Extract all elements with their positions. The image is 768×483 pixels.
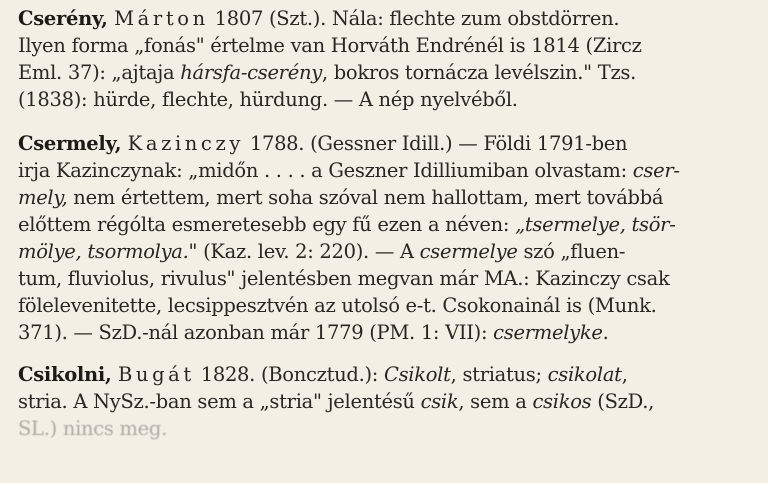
- entry-csermely-line-8: [18, 320, 746, 345]
- entry-text: előttem régólta esmeretesebb egy fű ezen a néven:: [18, 213, 516, 236]
- entry-csermely-line-6: [18, 266, 746, 291]
- headword-csermely: Csermely,: [18, 132, 128, 155]
- entry-text: Ilyen forma „fonás" értelme van Horváth Endrénél is 1814 (Zircz: [18, 34, 642, 57]
- entry-text: 371). — SzD.-nál azonban már 1779 (PM. 1: VII):: [18, 321, 494, 344]
- entry-text: irja Kazinczynak: „midőn . . . . a Geszner Idilliumiban olvastam:: [18, 159, 633, 182]
- entry-csermely-line-3: [18, 185, 746, 210]
- italic-term: csermelye: [419, 240, 518, 263]
- entry-cseremy-line-3: [18, 60, 746, 85]
- entry-csikolni-line-2: [18, 389, 746, 414]
- italic-term: „tsermelye, tsör-: [515, 213, 676, 236]
- headword-cseremy: Cserény,: [18, 7, 115, 30]
- source-author: Kazinczy: [127, 132, 244, 155]
- entry-text: SL.) nincs meg.: [18, 417, 168, 440]
- source-author: Márton: [114, 7, 209, 30]
- entry-text: (Kaz. lev. 2: 220). — A: [197, 240, 420, 263]
- entry-csermely-line-4: [18, 212, 746, 237]
- entry-text: Eml. 37): „ajtaja: [18, 61, 181, 84]
- entry-text: (SzD.,: [591, 390, 655, 413]
- entry-text: , sem a: [458, 390, 533, 413]
- italic-term: hársfa-cserény: [180, 61, 322, 84]
- entry-text: 1807 (Szt.). Nála: flechte zum obstdörren.: [208, 7, 620, 30]
- italic-term: csikos: [532, 390, 592, 413]
- headword-csikolni: Csikolni,: [18, 363, 118, 386]
- entry-text: szó „fluen-: [517, 240, 626, 263]
- entry-text: 1828. (Boncztud.):: [194, 363, 384, 386]
- italic-term: csikolat: [547, 363, 622, 386]
- entry-csikolni-line-1: [18, 362, 746, 387]
- italic-term: cser-: [632, 159, 680, 182]
- entry-text: ,: [621, 363, 628, 386]
- entry-text: stria. A NySz.-ban sem a „stria" jelentésű: [18, 390, 421, 413]
- entry-cseremy-line-1: [18, 6, 746, 31]
- italic-term: mölye, tsormolya.": [18, 240, 198, 263]
- entry-text: , bokros tornácza levélszin." Tzs.: [321, 61, 637, 84]
- entry-text: fölelevenitette, lecsippesztvén az utolsó e-t. Csokonainál is (Munk.: [18, 294, 657, 317]
- entry-text: tum, fluviolus, rivulus" jelentésben megvan már MA.: Kazinczy csak: [18, 267, 670, 290]
- italic-term: csermelyke: [493, 321, 603, 344]
- entry-cseremy-line-4: [18, 87, 746, 112]
- source-author: Bugát: [118, 363, 195, 386]
- italic-term: csik: [420, 390, 459, 413]
- entry-csermely-line-1: [18, 131, 746, 156]
- entry-csikolni-line-3: [18, 416, 746, 441]
- entry-csermely-line-2: [18, 158, 746, 183]
- entry-text: , striatus;: [450, 363, 548, 386]
- italic-term: Csikolt: [383, 363, 451, 386]
- entry-csermely-line-7: [18, 293, 746, 318]
- entry-text: .: [602, 321, 609, 344]
- entry-cseremy-line-2: [18, 33, 746, 58]
- italic-term: mely,: [18, 186, 68, 209]
- entry-text: (1838): hürde, flechte, hürdung. — A nép nyelvéből.: [18, 88, 518, 111]
- entry-text: nem értettem, mert soha szóval nem hallottam, mert továbbá: [67, 186, 664, 209]
- entry-text: 1788. (Gessner Idill.) — Földi 1791-ben: [243, 132, 628, 155]
- entry-csermely-line-5: [18, 239, 746, 264]
